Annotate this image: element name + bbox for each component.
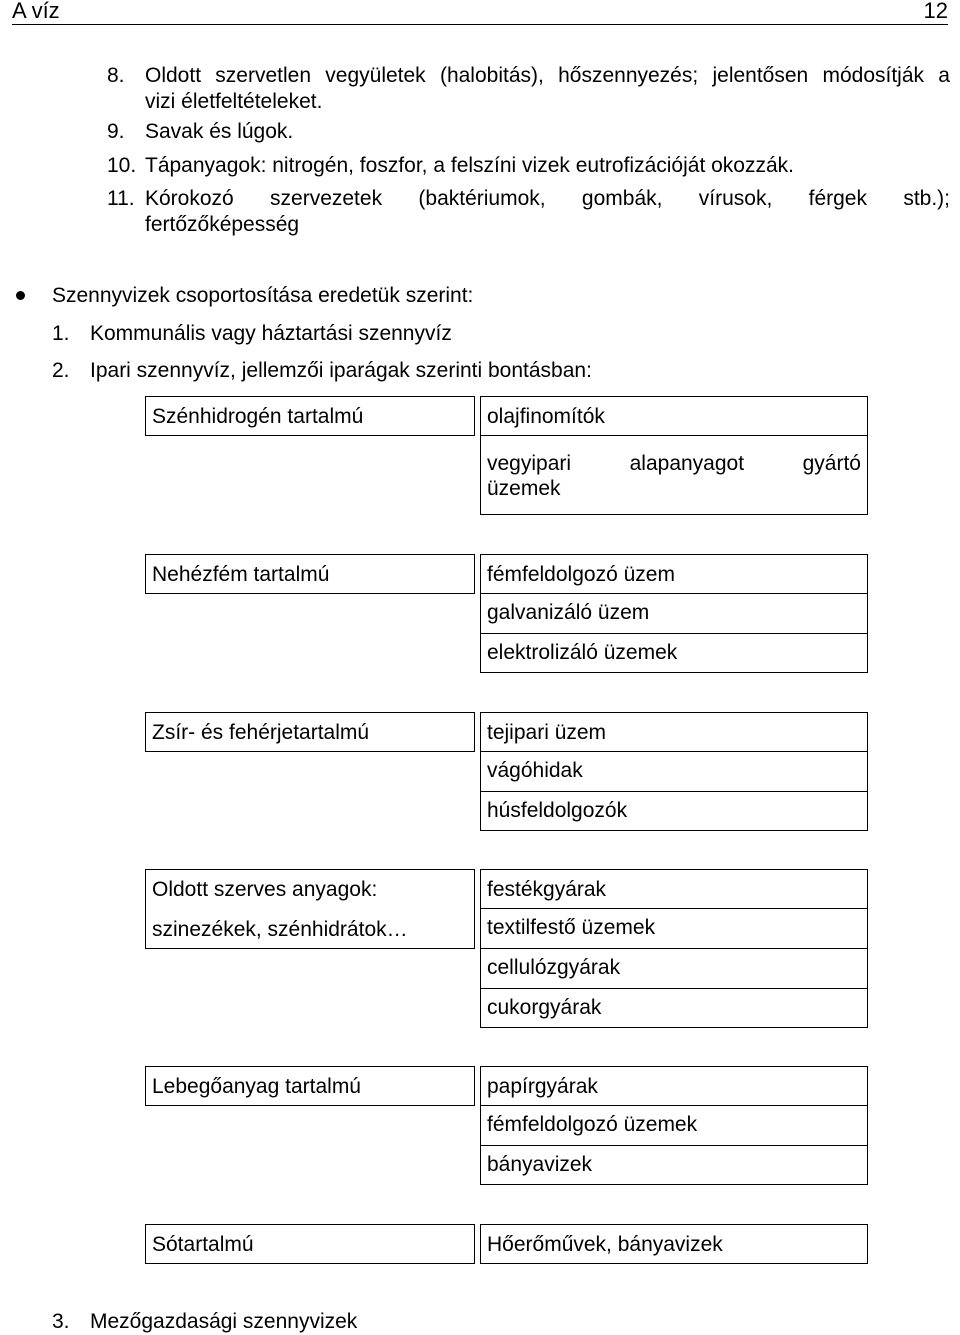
category-box	[145, 869, 475, 949]
item-number: 2.	[52, 359, 70, 382]
item-text: Tápanyagok: nitrogén, foszfor, a felszíni vizek eutrofizációját okozzák.	[145, 154, 795, 177]
category-label: szinezékek, szénhidrátok…	[152, 918, 408, 941]
word: Kórokozó	[145, 187, 234, 210]
section-heading: Szennyvizek csoportosítása eredetük szerint:	[52, 284, 474, 307]
word: (baktériumok,	[418, 187, 546, 210]
category-box	[145, 1066, 475, 1106]
source-cell	[480, 1146, 868, 1185]
source-cell	[480, 396, 868, 436]
source-label: bányavizek	[487, 1153, 593, 1176]
category-box	[145, 1224, 475, 1264]
item-text: Kommunális vagy háztartási szennyvíz	[90, 322, 452, 345]
item-number: 3.	[52, 1310, 70, 1333]
source-cell	[480, 909, 868, 949]
item-text-line	[145, 64, 950, 88]
item-text: Savak és lúgok.	[145, 120, 294, 143]
source-cell	[480, 594, 868, 634]
category-box	[145, 396, 475, 436]
source-label: textilfestő üzemek	[487, 916, 656, 939]
item-number: 1.	[52, 322, 70, 345]
word: hőszennyezés;	[558, 64, 699, 87]
source-label: cellulózgyárak	[487, 956, 621, 979]
item-number: 10.	[107, 154, 137, 177]
source-cell	[480, 869, 868, 909]
source-label: festékgyárak	[487, 878, 607, 901]
word: szervetlen	[215, 64, 312, 87]
category-box	[145, 554, 475, 594]
source-label: fémfeldolgozó üzemek	[487, 1113, 698, 1136]
source-cell	[480, 1224, 868, 1264]
source-label: vágóhidak	[487, 759, 583, 782]
word: vegyületek	[325, 64, 426, 87]
source-cell	[480, 949, 868, 989]
source-cell	[480, 436, 868, 515]
item-number: 9.	[107, 120, 125, 143]
source-label: üzemek	[487, 477, 561, 500]
source-cell	[480, 1106, 868, 1146]
item-text-line: vizi életfeltételeket.	[145, 90, 323, 113]
word: jelentősen	[712, 64, 809, 87]
source-cell	[480, 1066, 868, 1106]
source-label: tejipari üzem	[487, 721, 607, 744]
item-number: 8.	[107, 64, 125, 87]
source-label: olajfinomítók	[487, 405, 605, 428]
word: alapanyagot	[629, 452, 745, 475]
word: vírusok,	[698, 187, 773, 210]
word: szervezetek	[270, 187, 383, 210]
source-cell	[480, 634, 868, 673]
source-label: galvanizáló üzem	[487, 601, 650, 624]
page-number: 12	[923, 0, 948, 23]
item-text: Ipari szennyvíz, jellemzői iparágak szerinti bontásban:	[90, 359, 592, 382]
word: gombák,	[581, 187, 663, 210]
word: (halobitás),	[439, 64, 544, 87]
category-label: Oldott szerves anyagok:	[152, 878, 378, 901]
item-text-line	[145, 187, 950, 211]
word: vegyipari	[487, 452, 572, 475]
word: módosítják	[822, 64, 925, 87]
word: Oldott	[145, 64, 202, 87]
source-label: Hőerőművek, bányavizek	[487, 1233, 723, 1256]
word: stb.);	[903, 187, 950, 210]
category-label: Sótartalmú	[152, 1233, 254, 1256]
source-label: cukorgyárak	[487, 996, 602, 1019]
item-number: 11.	[107, 187, 135, 210]
source-label: elektrolizáló üzemek	[487, 641, 678, 664]
bullet-icon	[16, 291, 25, 300]
item-text-line: fertőzőképesség	[145, 213, 300, 236]
page-header	[12, 0, 948, 25]
category-label: Lebegőanyag tartalmú	[152, 1075, 361, 1098]
category-label: Zsír- és fehérjetartalmú	[152, 721, 370, 744]
word: a	[938, 64, 950, 87]
source-cell	[480, 989, 868, 1028]
word: gyártó	[802, 452, 861, 475]
word: férgek	[808, 187, 867, 210]
source-label: papírgyárak	[487, 1075, 598, 1098]
item-text: Mezőgazdasági szennyvizek	[90, 1310, 358, 1333]
category-label: Szénhidrogén tartalmú	[152, 405, 364, 428]
chapter-title: A víz	[12, 0, 60, 23]
source-cell	[480, 792, 868, 831]
source-cell	[480, 554, 868, 594]
source-cell	[480, 752, 868, 792]
source-label: húsfeldolgozók	[487, 799, 628, 822]
category-box	[145, 712, 475, 752]
source-label: fémfeldolgozó üzem	[487, 563, 675, 586]
source-cell	[480, 712, 868, 752]
category-label: Nehézfém tartalmú	[152, 563, 330, 586]
source-label	[487, 452, 861, 476]
